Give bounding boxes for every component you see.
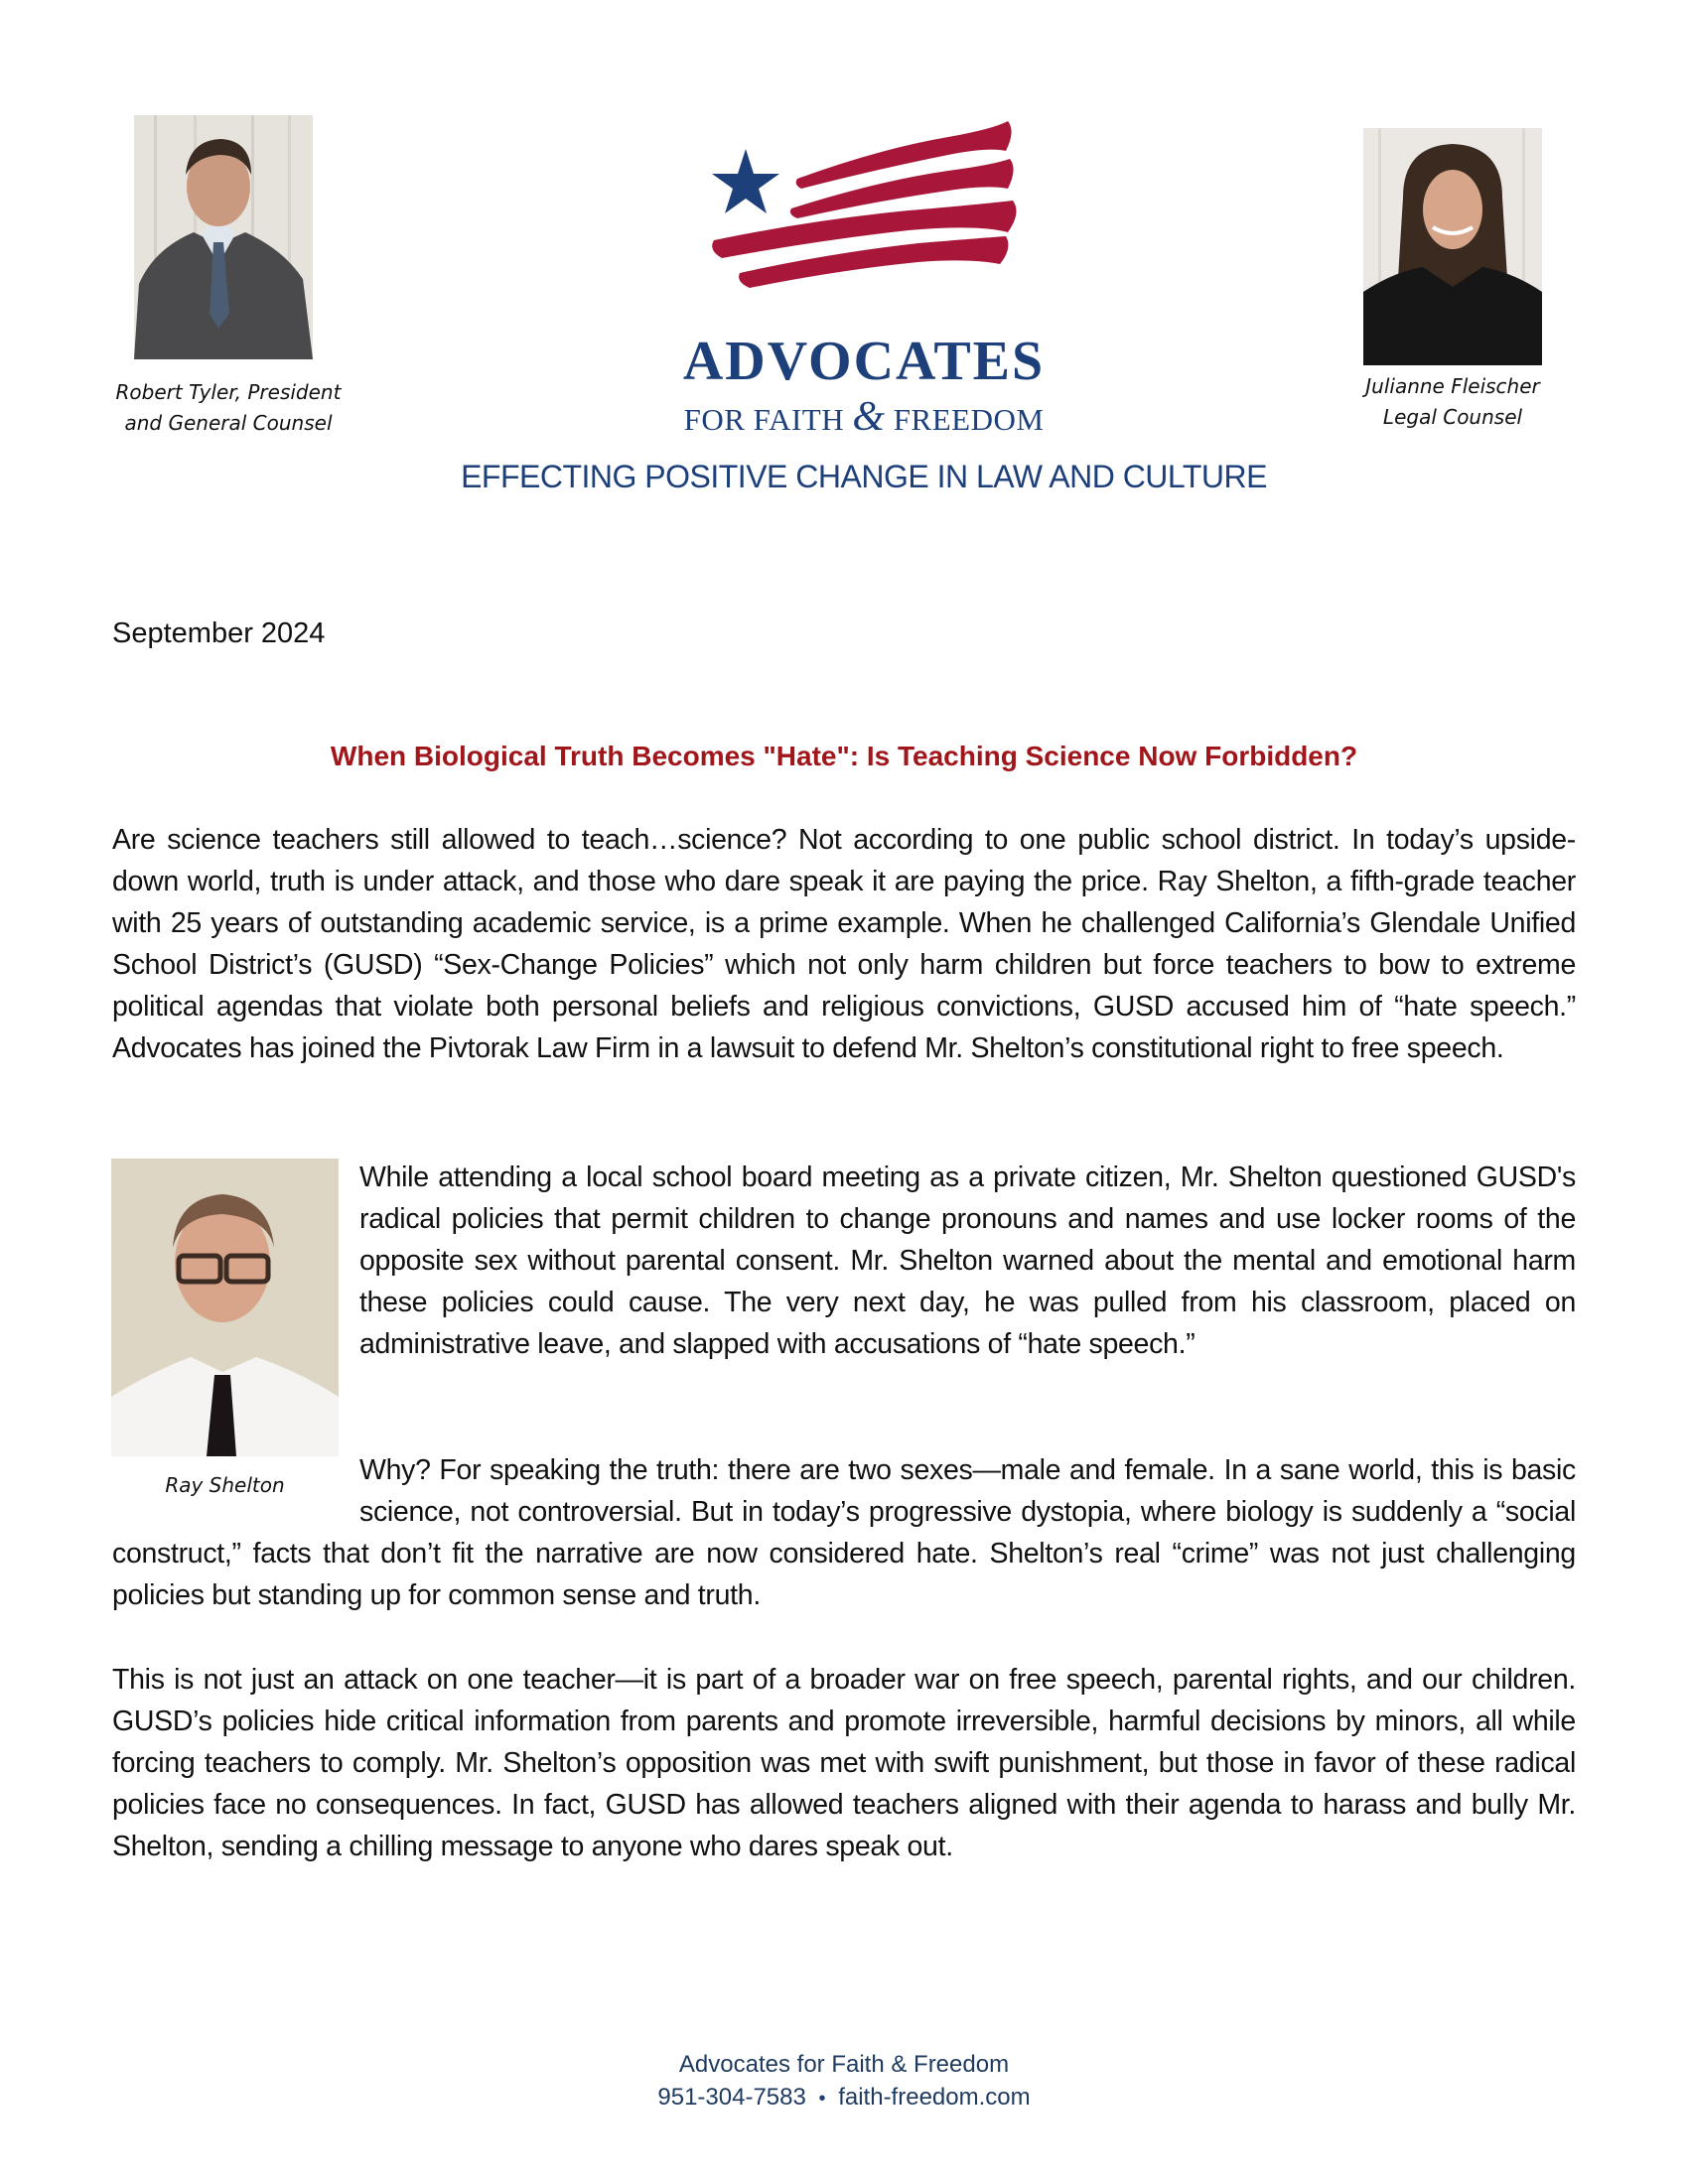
body-paragraph: This is not just an attack on one teacher—it is part of a broader war on free speech, parental rights, and our children. GUSD’s policies hide critical information from parents and promote irreversible, harmful decisions by minors, all while forcing teachers to comply. Mr. Shelton’s opposition was met with swift punishment, but those in favor of these radical policies face no consequences. In fact, GUSD has allowed teachers aligned with their agenda to harass and bully Mr. Shelton, sending a chilling message to anyone who dares speak out. (112, 1664, 1576, 1862)
photo-float-spacer (112, 1449, 359, 1533)
logo-wordmark: ADVOCATES (682, 331, 1046, 392)
body-paragraph: Why? For speaking the truth: there are two sexes—male and female. In a sane world, this is basic science, not controversial. But in today’s progressive dystopia, where biology is suddenly a “social construct,” facts that don’t fit the narrative are now considered hate. Shelton’s real “crime” was not just challenging policies but standing up for common sense and truth. (112, 1454, 1576, 1611)
flag-logo-icon (710, 109, 1018, 288)
flag-star-icon (712, 149, 779, 213)
tagline: EFFECTING POSITIVE CHANGE IN LAW AND CULTURE (461, 459, 1267, 494)
logo-subtitle-part1: FOR FAITH (683, 402, 853, 437)
footer-contact (496, 2082, 1192, 2115)
logo-ampersand: & (852, 394, 886, 440)
logo-subtitle-part2: FREEDOM (885, 402, 1045, 437)
bullet-separator-icon: • (818, 2088, 826, 2110)
robert-tyler-caption (89, 377, 367, 439)
ray-shelton-photo (111, 1159, 339, 1456)
article-headline: When Biological Truth Becomes "Hate": Is Teaching Science Now Forbidden? (330, 741, 1358, 771)
robert-tyler-photo (134, 115, 313, 359)
robert-tyler-name: Robert Tyler, President (115, 380, 342, 404)
julianne-fleischer-title: Legal Counsel (1382, 405, 1523, 429)
ray-shelton-caption: Ray Shelton (165, 1473, 285, 1497)
body-paragraph: Are science teachers still allowed to teach…science? Not according to one public school district. In today’s upside-down world, truth is under attack, and those who dare speak it are paying the price. Ray Shelton, a fifth-grade teacher with 25 years of outstanding academic service, is a prime example. When he challenged California’s Glendale Unified School District’s (GUSD) “Sex-Change Policies” which not only harm children but force teachers to bow to extreme political agendas that violate both personal beliefs and religious convictions, GUSD accused him of “hate speech.” Advocates has joined the Pivtorak Law Firm in a lawsuit to defend Mr. Shelton’s constitutional right to free speech. (112, 824, 1576, 1064)
letter-date: September 2024 (112, 617, 326, 649)
body-paragraph-wrap (112, 1449, 1576, 1616)
body-paragraph: While attending a local school board meeting as a private citizen, Mr. Shelton questioned GUSD's radical policies that permit children to change pronouns and names and use locker rooms of the opposite sex without parental consent. Mr. Shelton warned about the mental and emotional harm these policies could cause. The very next day, he was pulled from his classroom, placed on administrative leave, and slapped with accusations of “hate speech.” (359, 1161, 1576, 1360)
julianne-fleischer-photo (1363, 128, 1542, 365)
julianne-fleischer-caption (1324, 371, 1582, 433)
footer-phone[interactable]: 951-304-7583 (657, 2084, 806, 2111)
footer-website-link[interactable]: faith-freedom.com (838, 2084, 1031, 2111)
logo-subtitle (596, 394, 1132, 440)
footer-organization: Advocates for Faith & Freedom (678, 2051, 1010, 2078)
julianne-fleischer-name: Julianne Fleischer (1365, 374, 1540, 398)
robert-tyler-title: and General Counsel (124, 411, 333, 435)
